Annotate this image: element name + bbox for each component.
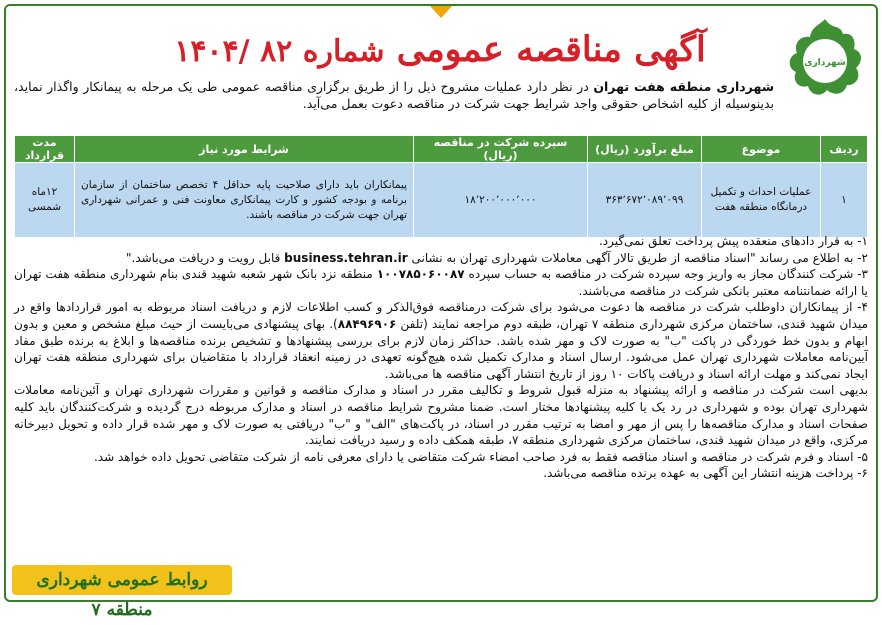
clause-4-phone: ۸۸۴۹۶۹۰۶ (337, 316, 397, 331)
clause-4-end: ). بهای پیشنهادی می‌بایست از حیث مبلغ مشخص و معین و بدون ابهام و بدون خط خوردگی در پاکت "ب" به صورت لاک و مهر شده باشد. حداکثر زمان لازم برای بررسی پیشنهادها و تشخیص برنده مناقصه‌ها و ابلاغ به برنده طبق مفاد آیین‌نامه معاملات شهرداری تهران عمل می‌شود. ارسال اسناد و مدارک تکمیل شده هیچ‌گونه تعهدی در زمینه انعقاد قرارداد با متقاضیان برای شهرداری منطقه هفت تهران ایجاد نمی‌کند و مهلت ارائه اسناد و دریافت پاکات ۱۰ روز از تاریخ انتشار آگهی مناقصه ها می‌باشد. (14, 316, 868, 381)
tender-number: شماره ۸۲ /۱۴۰۴ (174, 34, 385, 69)
clause-3-text: ۳- شرکت کنندگان مجاز به واریز وجه سپرده شرکت در مناقصه به حساب سپرده (468, 267, 868, 282)
header-deposit: سپرده شرکت در مناقصه (ریال) (414, 136, 588, 163)
org-name: شهرداری منطقه هفت تهران (593, 79, 774, 94)
clauses (14, 233, 868, 482)
top-ornament (430, 6, 452, 18)
tender-table (14, 135, 868, 238)
table-row (15, 163, 868, 238)
cell-requirements: پیمانکاران باید دارای صلاحیت پایه حداقل ۴ تخصص ساختمان از سازمان برنامه و بودجه کشور و کارت پیمانکاری معاونت فنی و عمرانی شهرداری تهران جهت شرکت در مناقصه باشند. (75, 163, 414, 238)
cell-duration: ۱۲ماه شمسی (15, 163, 75, 238)
tehran-municipality-logo-icon (780, 16, 870, 106)
public-relations-signature: روابط عمومی شهرداری منطقه ۷ (12, 565, 232, 595)
intro-paragraph (14, 78, 774, 112)
clause-2-website: business.tehran.ir (284, 250, 408, 265)
clause-4-text: ۴- از پیمانکاران داوطلب شرکت در مناقصه ها دعوت می‌شود برای شرکت درمناقصه فوق‌الذکر و کسب اطلاعات لازم و دریافت اسناد مربوطه به امور قراردادها واقع در میدان شهید قندی، ساختمان مرکزی شهرداری منطقه ۷ تهران، طبقه دوم مراجعه نمایند (تلفن (14, 300, 868, 331)
clause-2 (14, 250, 868, 267)
clause-3-end: منطقه نزد بانک شهر شعبه شهید قندی بنام شهرداری منطقه هفت تهران یا ارائه ضمانتنامه معتبر بانکی شرکت در مناقصه می‌باشند. (14, 267, 868, 298)
header-duration: مدت قرارداد (15, 136, 75, 163)
table-header-row (15, 136, 868, 163)
clause-1: ۱- به قرار دادهای منعقده پیش پرداخت تعلق نمی‌گیرد. (598, 234, 868, 248)
cell-row-number: ۱ (821, 163, 868, 238)
intro-text: در نظر دارد عملیات مشروح ذیل را از طریق برگزاری مناقصه عمومی طی یک مرحله به پیمانکار واگذار نماید، بدینوسیله از کلیه اشخاص حقوقی واجد شرایط جهت شرکت در مناقصه دعوت بعمل می‌آید. (14, 79, 774, 111)
clause-5: ۵- اسناد و فرم شرکت در مناقصه و اسناد مناقصه فقط به فرد صاحب امضاء شرکت متقاضی یا دارای معرفی نامه از شرکت متقاضی تحویل داده خواهد شد. (93, 449, 868, 464)
header-row-number: ردیف (821, 136, 868, 163)
title-text: آگهی مناقصه عمومی (396, 29, 706, 70)
cell-estimate: ۳۶۳٬۶۷۲٬۰۸۹٬۰۹۹ (588, 163, 702, 238)
clause-notice: بدیهی است شرکت در مناقصه و ارائه پیشنهاد به منزله قبول شروط و تکالیف مقرر در اسناد و مدارک مناقصه و قوانین و مقررات شهرداری تهران و آئین‌نامه معاملات شهرداری تهران بوده و شهرداری در رد یک یا کلیه پیشنهادها مختار است. ضمنا مشروح شرایط مناقصه در اسناد و مدارک مربوطه درج گردیده و شرکت‌کنندگان باید کلیه صفحات اسناد و مدارک مناقصه‌ها را پس از مهر و امضا به ترتیب مقرر در اسناد، در پاکت‌های "الف" و "ب" دریافتی به صورت لاک و مهر شده قرار داده و تحویل دبیرخانه مرکزی، واقع در میدان شهید قندی، ساختمان مرکزی شهرداری منطقه ۷، طبقه همکف داده و رسید دریافت نمایند. (14, 383, 868, 448)
clause-3 (14, 266, 868, 299)
clause-2-end: قابل رویت و دریافت می‌باشد." (125, 250, 281, 265)
header-subject: موضوع (702, 136, 821, 163)
clause-4 (14, 299, 868, 382)
clause-3-account: ۱۰۰۷۸۵۰۶۰۰۸۷ (376, 267, 465, 282)
header-requirements: شرایط مورد نیاز (75, 136, 414, 163)
header-estimate: مبلغ برآورد (ریال) (588, 136, 702, 163)
svg-text:شهرداری: شهرداری (804, 58, 846, 68)
cell-subject: عملیات احداث و تکمیل درمانگاه منطقه هفت (702, 163, 821, 238)
page-title (150, 24, 730, 76)
cell-deposit: ۱۸٬۲۰۰٬۰۰۰٬۰۰۰ (414, 163, 588, 238)
clause-6: ۶- پرداخت هزینه انتشار این آگهی به عهده برنده مناقصه می‌باشد. (543, 466, 868, 481)
clause-2-text: ۲- به اطلاع می رساند "اسناد مناقصه از طریق تالار آگهی معاملات شهرداری تهران به نشانی (411, 250, 868, 265)
